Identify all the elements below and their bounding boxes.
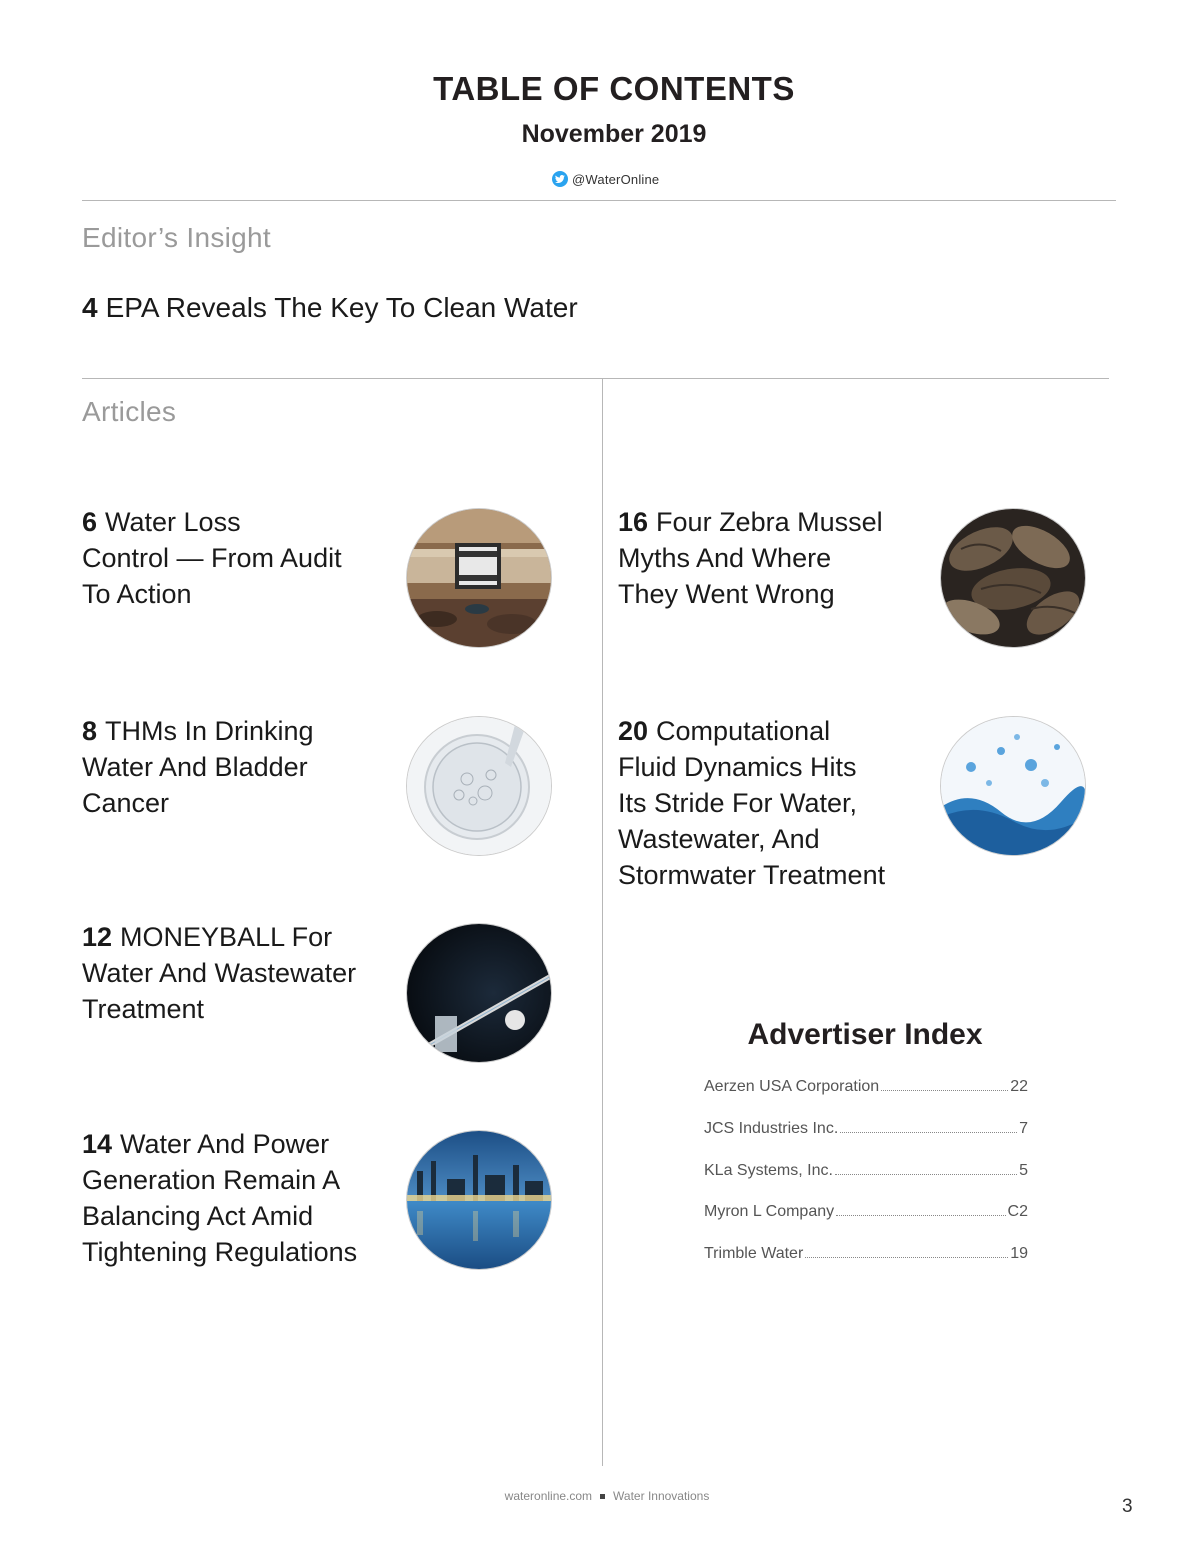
leader-dots (881, 1090, 1008, 1091)
advertiser-entry[interactable] (704, 1120, 1028, 1138)
article-title-line: Water And Wastewater (82, 958, 357, 988)
article-title-line: Balancing Act Amid (82, 1201, 314, 1231)
column-divider (602, 378, 603, 1466)
advertiser-name: Aerzen USA Corporation (704, 1078, 880, 1095)
article-entry[interactable] (82, 1126, 382, 1270)
leader-dots (836, 1215, 1005, 1216)
article-page-number: 8 (82, 716, 98, 746)
article-title-line: Control — From Audit (82, 543, 342, 573)
article-title-line: They Went Wrong (618, 579, 835, 609)
page-footer (0, 1489, 1200, 1503)
footer-publication: Water Innovations (613, 1489, 710, 1503)
advertiser-name: Trimble Water (704, 1245, 804, 1262)
article-title-line: To Action (82, 579, 192, 609)
article-title-line: Cancer (82, 788, 170, 818)
article-page-number: 14 (82, 1129, 113, 1159)
advertiser-entry[interactable] (704, 1162, 1028, 1180)
article-entry[interactable] (618, 713, 918, 893)
twitter-link[interactable] (552, 170, 659, 188)
article-page-number: 16 (618, 507, 649, 537)
article-entry[interactable] (618, 504, 918, 612)
article-title-line: Its Stride For Water, (618, 788, 858, 818)
bat-ball-image (406, 923, 552, 1063)
advertiser-entry[interactable] (704, 1078, 1028, 1096)
advertiser-name: KLa Systems, Inc. (704, 1162, 833, 1179)
article-page-number: 6 (82, 507, 98, 537)
article-title-line: Stormwater Treatment (618, 860, 886, 890)
twitter-handle: @WaterOnline (572, 171, 660, 187)
pipe-repair-image (406, 508, 552, 648)
leader-dots (840, 1132, 1017, 1133)
page-title: TABLE OF CONTENTS (433, 70, 795, 107)
article-title-line: Water And Bladder (82, 752, 308, 782)
entry-title: EPA Reveals The Key To Clean Water (105, 292, 578, 323)
separator-square-icon (600, 1494, 605, 1499)
article-title-line: Tightening Regulations (82, 1237, 358, 1267)
advertiser-index-title: Advertiser Index (747, 1018, 983, 1051)
article-title-line: Water Loss (105, 507, 241, 537)
power-plant-image (406, 1130, 552, 1270)
entry-page-number: 4 (82, 292, 98, 323)
advertiser-page: 19 (1010, 1245, 1028, 1262)
issue-date: November 2019 (521, 120, 707, 148)
water-splash-image (940, 716, 1086, 856)
header-divider (82, 200, 1116, 201)
article-entry[interactable] (82, 713, 382, 821)
advertiser-entry[interactable] (704, 1203, 1028, 1221)
advertiser-page: 5 (1019, 1162, 1028, 1179)
articles-label: Articles (82, 396, 177, 427)
twitter-icon (552, 171, 568, 187)
advertiser-page: C2 (1007, 1203, 1028, 1220)
zebra-mussel-image (940, 508, 1086, 648)
editors-insight-entry[interactable] (82, 292, 578, 324)
advertiser-name: Myron L Company (704, 1203, 835, 1220)
advertiser-entry[interactable] (704, 1245, 1028, 1263)
article-title-line: Computational (656, 716, 831, 746)
water-glass-image (406, 716, 552, 856)
article-page-number: 12 (82, 922, 113, 952)
article-title-line: Fluid Dynamics Hits (618, 752, 857, 782)
article-title-line: Treatment (82, 994, 205, 1024)
page-number: 3 (1122, 1496, 1133, 1517)
editors-insight-label: Editor’s Insight (82, 222, 271, 253)
article-title-line: THMs In Drinking (105, 716, 314, 746)
advertiser-name: JCS Industries Inc. (704, 1120, 839, 1137)
article-title-line: Myths And Where (618, 543, 832, 573)
advertiser-page: 22 (1010, 1078, 1028, 1095)
article-title-line: Four Zebra Mussel (656, 507, 883, 537)
article-entry[interactable] (82, 504, 382, 612)
article-title-line: MONEYBALL For (120, 922, 333, 952)
advertiser-page: 7 (1019, 1120, 1028, 1137)
section-divider (82, 378, 1109, 379)
leader-dots (805, 1257, 1008, 1258)
footer-site-link[interactable]: wateronline.com (504, 1489, 593, 1503)
article-title-line: Water And Power (120, 1129, 330, 1159)
article-page-number: 20 (618, 716, 649, 746)
article-title-line: Wastewater, And (618, 824, 820, 854)
leader-dots (835, 1174, 1017, 1175)
article-entry[interactable] (82, 919, 382, 1027)
article-title-line: Generation Remain A (82, 1165, 341, 1195)
